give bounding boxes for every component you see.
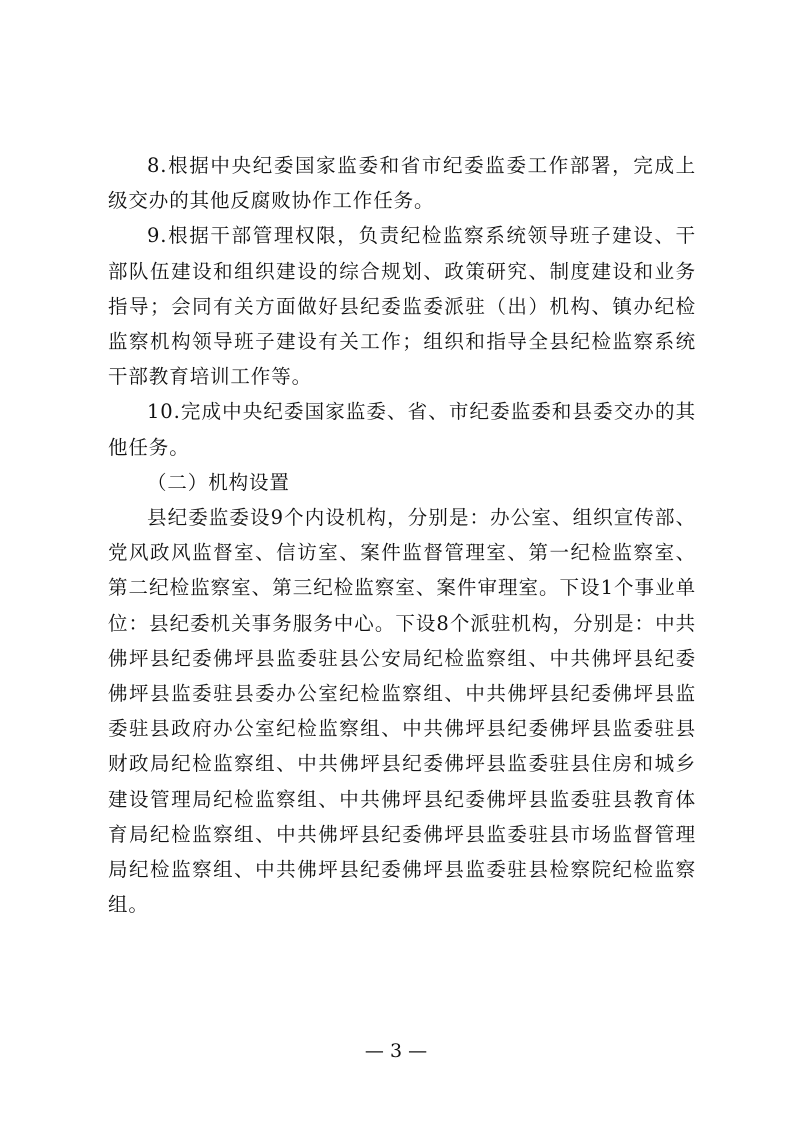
- paragraph-item-9: 9.根据干部管理权限，负责纪检监察系统领导班子建设、干部队伍建设和组织建设的综合规划、政策研究、制度建设和业务指导；会同有关方面做好县纪委监委派驻（出）机构、镇办纪检监察机构领导班子建设有关工作；组织和指导全县纪检监察系统干部教育培训工作等。: [108, 224, 696, 389]
- document-body: [108, 148, 696, 922]
- institution-setup-paragraph: 县纪委监委设9个内设机构，分别是：办公室、组织宣传部、党风政风监督室、信访室、案件监督管理室、第一纪检监察室、第二纪检监察室、第三纪检监察室、案件审理室。下设1个事业单位：县纪委机关事务服务中心。下设8个派驻机构，分别是：中共佛坪县纪委佛坪县监委驻县公安局纪检监察组、中共佛坪县纪委佛坪县监委驻县委办公室纪检监察组、中共佛坪县纪委佛坪县监委驻县政府办公室纪检监察组、中共佛坪县纪委佛坪县监委驻县财政局纪检监察组、中共佛坪县纪委佛坪县监委驻县住房和城乡建设管理局纪检监察组、中共佛坪县纪委佛坪县监委驻县教育体育局纪检监察组、中共佛坪县纪委佛坪县监委驻县市场监督管理局纪检监察组、中共佛坪县纪委佛坪县监委驻县检察院纪检监察组。: [108, 506, 696, 917]
- paragraph-item-10: 10.完成中央纪委国家监委、省、市纪委监委和县委交办的其他任务。: [108, 400, 696, 459]
- section-heading: （二）机构设置: [147, 470, 290, 494]
- page-number: — 3 —: [364, 1040, 428, 1062]
- paragraph-item-8: 8.根据中央纪委国家监委和省市纪委监委工作部署，完成上级交办的其他反腐败协作工作任务。: [108, 154, 696, 213]
